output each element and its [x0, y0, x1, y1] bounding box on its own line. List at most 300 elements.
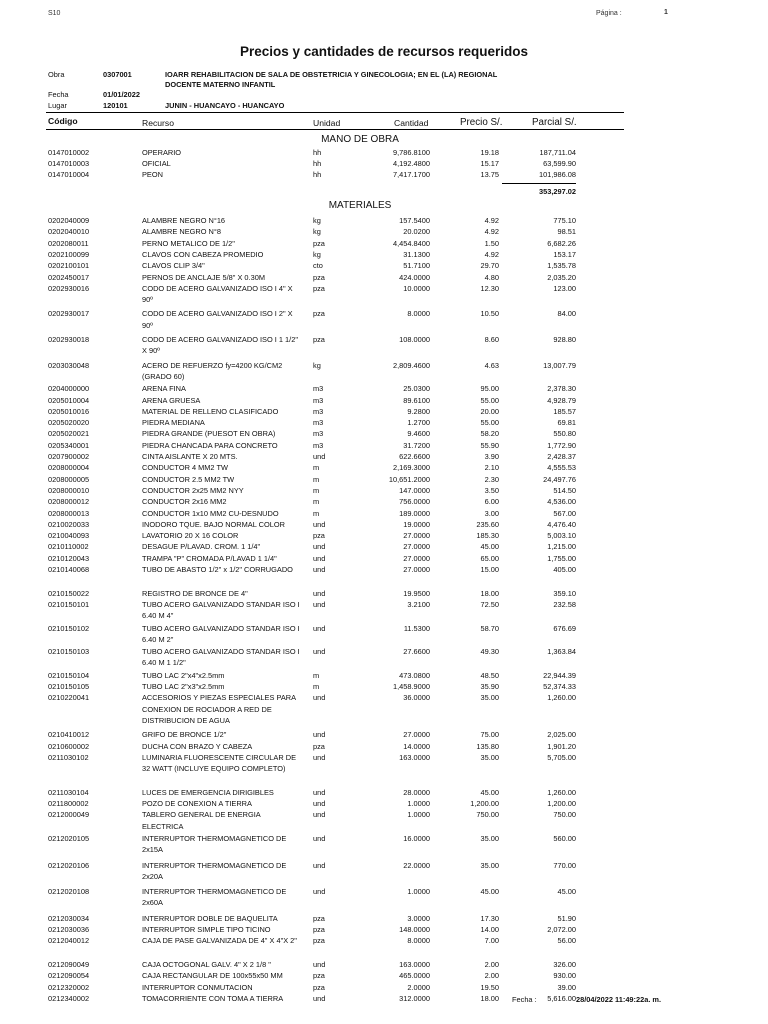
- resource-partial: 1,215.00: [547, 542, 576, 552]
- resource-name: CLAVOS CLIP 3/4": [142, 261, 205, 271]
- resource-quantity: 1.0000: [407, 799, 430, 808]
- resource-partial: 232.58: [553, 599, 576, 609]
- resource-price: 19.50: [480, 982, 499, 992]
- resource-unit: m3: [313, 418, 324, 428]
- resource-partial: 1,260.00: [547, 787, 576, 797]
- resource-unit: und: [313, 730, 326, 740]
- resource-unit: und: [313, 860, 326, 870]
- resource-unit: und: [313, 647, 326, 657]
- resource-price: 4.92: [484, 249, 499, 259]
- resource-partial: 153.17: [553, 249, 576, 259]
- resource-partial: 69.81: [557, 418, 576, 428]
- column-header-codigo: Código: [48, 116, 78, 126]
- resource-code: 0147010002: [48, 147, 90, 157]
- resource-name: INTERRUPTOR DOBLE DE BAQUELITA: [142, 913, 278, 923]
- resource-unit: und: [313, 565, 326, 574]
- resource-name: MATERIAL DE RELLENO CLASIFICADO: [142, 406, 279, 416]
- resource-quantity: 9,786.8100: [393, 147, 430, 157]
- resource-quantity: 27.0000: [403, 531, 430, 541]
- resource-name: PIEDRA CHANCADA PARA CONCRETO: [142, 440, 278, 450]
- resource-code: 0212020108: [48, 887, 90, 897]
- resource-unit: und: [313, 553, 326, 563]
- resource-partial: 550.80: [553, 429, 576, 439]
- resource-code: 0202930017: [48, 309, 90, 319]
- obra-name-line-2: DOCENTE MATERNO INFANTIL: [165, 80, 276, 89]
- resource-name: CONDUCTOR 2x25 MM2 NYY: [142, 485, 244, 495]
- resource-price: 4.80: [484, 272, 499, 282]
- obra-label: Obra: [48, 70, 65, 79]
- resource-unit: pza: [313, 913, 325, 923]
- resource-price: 65.00: [480, 553, 499, 563]
- resource-code: 0210150103: [48, 647, 90, 657]
- resource-partial: 676.69: [553, 623, 576, 633]
- resource-name: CLAVOS CON CABEZA PROMEDIO: [142, 249, 264, 259]
- resource-code: 0210600002: [48, 741, 90, 751]
- resource-partial: 4,555.53: [547, 463, 576, 473]
- resource-name: LAVATORIO 20 X 16 COLOR: [142, 531, 239, 541]
- resource-code: 0210020033: [48, 519, 90, 529]
- resource-code: 0205020020: [48, 418, 90, 428]
- resource-price: 1,200.00: [470, 799, 499, 808]
- fecha-label: Fecha: [48, 90, 69, 99]
- resource-quantity: 8.0000: [407, 936, 430, 946]
- resource-name: TUBO ACERO GALVANIZADO STANDAR ISO I 6.40 M 2": [142, 623, 300, 644]
- resource-price: 48.50: [480, 670, 499, 680]
- resource-quantity: 1.2700: [407, 418, 430, 428]
- resource-quantity: 1.0000: [407, 810, 430, 820]
- resource-price: 49.30: [480, 647, 499, 657]
- resource-price: 45.00: [480, 887, 499, 897]
- resource-price: 58.70: [480, 623, 499, 633]
- resource-partial: 775.10: [553, 216, 576, 225]
- resource-partial: 45.00: [557, 887, 576, 897]
- resource-code: 0212090049: [48, 959, 90, 969]
- resource-unit: und: [313, 542, 326, 552]
- page-title: Precios y cantidades de recursos requeridos: [239, 44, 529, 59]
- resource-price: 10.50: [480, 309, 499, 319]
- resource-code: 0212020105: [48, 833, 90, 843]
- resource-quantity: 9.4600: [407, 429, 430, 439]
- resource-quantity: 89.6100: [403, 395, 430, 405]
- resource-partial: 98.51: [557, 227, 576, 237]
- resource-partial: 567.00: [553, 508, 576, 518]
- resource-price: 17.30: [480, 913, 499, 923]
- resource-quantity: 27.0000: [403, 553, 430, 563]
- resource-price: 35.00: [480, 693, 499, 703]
- resource-unit: und: [313, 810, 326, 820]
- resource-name: TUBO DE ABASTO 1/2" x 1/2" CORRUGADO: [142, 565, 293, 574]
- resource-name: CONDUCTOR 1x10 MM2 CU-DESNUDO: [142, 508, 279, 518]
- resource-price: 14.00: [480, 925, 499, 934]
- resource-name: ACCESORIOS Y PIEZAS ESPECIALES PARA CONEXION DE ROCIADOR A RED DE DISTRIBUCION DE AGUA: [142, 693, 296, 725]
- resource-code: 0212030034: [48, 913, 90, 923]
- resource-quantity: 108.0000: [399, 335, 430, 344]
- resource-price: 13.75: [480, 170, 499, 180]
- column-header-precio: Precio S/.: [460, 117, 503, 128]
- resource-quantity: 7,417.1700: [393, 170, 430, 180]
- resource-unit: und: [313, 588, 326, 598]
- resource-unit: und: [313, 887, 326, 897]
- footer-fecha-label: Fecha :: [512, 995, 537, 1004]
- resource-price: 6.00: [484, 497, 499, 507]
- resource-partial: 22,944.39: [543, 670, 576, 680]
- resource-price: 3.50: [484, 485, 499, 495]
- resource-partial: 930.00: [553, 971, 576, 981]
- resource-partial: 51.90: [557, 913, 576, 923]
- resource-name: CODO DE ACERO GALVANIZADO ISO I 2" X 90º: [142, 309, 293, 330]
- resource-unit: m3: [313, 395, 324, 405]
- lugar-code: 120101: [103, 101, 128, 110]
- resource-code: 0212040012: [48, 936, 90, 946]
- resource-name: INTERRUPTOR CONMUTACION: [142, 982, 253, 992]
- resource-price: 235.60: [476, 519, 499, 529]
- resource-quantity: 19.9500: [403, 588, 430, 598]
- column-header-cantidad: Cantidad: [394, 118, 429, 128]
- resource-partial: 1,363.84: [547, 647, 576, 657]
- resource-price: 12.30: [480, 283, 499, 293]
- resource-unit: m: [313, 474, 320, 484]
- resource-quantity: 16.0000: [403, 833, 430, 843]
- resource-unit: und: [313, 799, 326, 808]
- resource-quantity: 3.2100: [407, 599, 430, 609]
- resource-partial: 4,476.40: [547, 519, 576, 529]
- resource-name: DUCHA CON BRAZO Y CABEZA: [142, 741, 253, 751]
- resource-quantity: 473.0800: [399, 670, 430, 680]
- resource-unit: m: [313, 497, 320, 507]
- resource-code: 0210150101: [48, 599, 90, 609]
- resource-code: 0212340002: [48, 993, 90, 1003]
- resource-code: 0210150104: [48, 670, 90, 680]
- resource-price: 4.63: [484, 360, 499, 370]
- resource-name: PERNOS DE ANCLAJE 5/8" X 0.30M: [142, 272, 265, 282]
- resource-code: 0212000049: [48, 810, 90, 820]
- resource-code: 0208000012: [48, 497, 90, 507]
- resource-quantity: 19.0000: [403, 519, 430, 529]
- resource-unit: pza: [313, 971, 325, 981]
- resource-price: 35.00: [480, 833, 499, 843]
- resource-name: CINTA AISLANTE X 20 MTS.: [142, 452, 238, 461]
- resource-name: POZO DE CONEXION A TIERRA: [142, 799, 252, 808]
- resource-quantity: 4,454.8400: [393, 238, 430, 248]
- resource-code: 0210150102: [48, 623, 90, 633]
- obra-code: 0307001: [103, 70, 132, 79]
- resource-code: 0202100099: [48, 249, 90, 259]
- resource-quantity: 10,651.2000: [388, 474, 430, 484]
- resource-price: 45.00: [480, 787, 499, 797]
- resource-price: 75.00: [480, 730, 499, 740]
- resource-quantity: 312.0000: [399, 993, 430, 1003]
- resource-code: 0212320002: [48, 982, 90, 992]
- resource-quantity: 3.0000: [407, 913, 430, 923]
- resource-code: 0202100101: [48, 261, 90, 271]
- resource-name: INTERRUPTOR SIMPLE TIPO TICINO: [142, 925, 271, 934]
- resource-partial: 185.57: [553, 406, 576, 416]
- resource-quantity: 163.0000: [399, 959, 430, 969]
- resource-unit: und: [313, 452, 326, 461]
- resource-price: 72.50: [480, 599, 499, 609]
- resource-quantity: 157.5400: [399, 216, 430, 225]
- resource-code: 0208000005: [48, 474, 90, 484]
- resource-unit: pza: [313, 531, 325, 541]
- mano-de-obra-total: 353,297.02: [539, 187, 576, 196]
- resource-partial: 5,003.10: [547, 531, 576, 541]
- resource-unit: und: [313, 787, 326, 797]
- resource-partial: 514.50: [553, 485, 576, 495]
- resource-partial: 187,711.04: [539, 147, 576, 157]
- resource-partial: 2,378.30: [547, 384, 576, 394]
- resource-code: 0210120043: [48, 553, 90, 563]
- resource-partial: 39.00: [557, 982, 576, 992]
- resource-code: 0202080011: [48, 238, 89, 248]
- resource-partial: 24,497.76: [543, 474, 576, 484]
- resource-code: 0204000000: [48, 384, 90, 394]
- resource-name: ARENA FINA: [142, 384, 186, 394]
- resource-code: 0211800002: [48, 799, 89, 808]
- resource-name: PERNO METALICO DE 1/2": [142, 238, 235, 248]
- resource-code: 0211030102: [48, 752, 89, 762]
- resource-name: INTERRUPTOR THERMOMAGNETICO DE 2x20A: [142, 860, 287, 881]
- resource-partial: 2,035.20: [547, 272, 576, 282]
- resource-name: PIEDRA GRANDE (PUESOT EN OBRA): [142, 429, 276, 439]
- resource-name: REGISTRO DE BRONCE DE 4": [142, 588, 248, 598]
- fecha-value: 01/01/2022: [103, 90, 140, 99]
- resource-quantity: 27.6600: [403, 647, 430, 657]
- resource-price: 58.20: [480, 429, 499, 439]
- header-top-rule: [46, 112, 624, 113]
- resource-unit: pza: [313, 936, 325, 946]
- resource-unit: kg: [313, 227, 321, 237]
- resource-partial: 2,072.00: [547, 925, 576, 934]
- resource-code: 0210140068: [48, 565, 90, 574]
- resource-price: 29.70: [480, 261, 499, 271]
- resource-unit: pza: [313, 982, 325, 992]
- resource-code: 0147010004: [48, 170, 90, 180]
- resource-quantity: 1.0000: [407, 887, 430, 897]
- resource-quantity: 27.0000: [403, 565, 430, 574]
- resource-quantity: 8.0000: [407, 309, 430, 319]
- resource-code: 0210150105: [48, 682, 90, 691]
- resource-name: TABLERO GENERAL DE ENERGIA ELECTRICA: [142, 810, 261, 831]
- obra-name-line-1: IOARR REHABILITACION DE SALA DE OBSTETRICIA Y GINECOLOGIA; EN EL (LA) REGIONAL: [165, 70, 498, 79]
- resource-partial: 2,025.00: [547, 730, 576, 740]
- resource-quantity: 2,169.3000: [393, 463, 430, 473]
- resource-quantity: 465.0000: [399, 971, 430, 981]
- resource-unit: und: [313, 993, 326, 1003]
- resource-partial: 1,200.00: [547, 799, 576, 808]
- resource-quantity: 36.0000: [403, 693, 430, 703]
- resource-price: 18.00: [480, 588, 499, 598]
- resource-partial: 750.00: [553, 810, 576, 820]
- resource-price: 15.00: [480, 565, 499, 574]
- resource-quantity: 27.0000: [403, 542, 430, 552]
- resource-partial: 52,374.33: [543, 682, 576, 691]
- resource-unit: kg: [313, 249, 321, 259]
- resource-price: 45.00: [480, 542, 499, 552]
- resource-quantity: 31.7200: [403, 440, 430, 450]
- resource-code: 0212090054: [48, 971, 90, 981]
- resource-code: 0210110002: [48, 542, 89, 552]
- resource-code: 0208000010: [48, 485, 90, 495]
- page-label: Página :: [596, 10, 622, 17]
- resource-name: OPERARIO: [142, 147, 182, 157]
- resource-price: 20.00: [480, 406, 499, 416]
- resource-name: LUCES DE EMERGENCIA DIRIGIBLES: [142, 787, 274, 797]
- resource-price: 35.00: [480, 752, 499, 762]
- resource-partial: 928.80: [553, 335, 576, 344]
- column-header-unidad: Unidad: [313, 118, 341, 128]
- resource-unit: hh: [313, 147, 322, 157]
- resource-quantity: 22.0000: [403, 860, 430, 870]
- resource-unit: und: [313, 833, 326, 843]
- resource-name: CONDUCTOR 2x16 MM2: [142, 497, 227, 507]
- resource-quantity: 31.1300: [403, 249, 430, 259]
- resource-quantity: 28.0000: [403, 787, 430, 797]
- resource-code: 0202040010: [48, 227, 90, 237]
- resource-code: 0212030036: [48, 925, 90, 934]
- resource-quantity: 148.0000: [399, 925, 430, 934]
- resource-code: 0205010016: [48, 406, 90, 416]
- resource-unit: kg: [313, 360, 321, 370]
- resource-code: 0202040009: [48, 216, 90, 225]
- resource-partial: 4,928.79: [547, 395, 576, 405]
- lugar-name: JUNIN - HUANCAYO - HUANCAYO: [165, 101, 285, 110]
- resource-partial: 6,682.26: [547, 238, 576, 248]
- resource-partial: 359.10: [553, 588, 576, 598]
- column-header-recurso: Recurso: [142, 118, 174, 128]
- resource-price: 1.50: [484, 238, 499, 248]
- resource-quantity: 27.0000: [403, 730, 430, 740]
- resource-unit: m: [313, 670, 320, 680]
- resource-name: TUBO ACERO GALVANIZADO STANDAR ISO I 6.40 M 1 1/2": [142, 647, 300, 668]
- resource-unit: pza: [313, 272, 325, 282]
- resource-code: 0202930018: [48, 335, 90, 344]
- resource-price: 2.10: [484, 463, 499, 473]
- resource-price: 2.00: [484, 971, 499, 981]
- resource-unit: cto: [313, 261, 323, 271]
- resource-unit: hh: [313, 158, 322, 168]
- resource-partial: 123.00: [553, 283, 576, 293]
- resource-price: 135.80: [476, 741, 499, 751]
- resource-code: 0212020106: [48, 860, 90, 870]
- resource-partial: 560.00: [553, 833, 576, 843]
- resource-unit: m: [313, 485, 320, 495]
- report-code: S10: [48, 10, 61, 17]
- resource-price: 18.00: [480, 993, 499, 1003]
- resource-name: CONDUCTOR 2.5 MM2 TW: [142, 474, 235, 484]
- resource-quantity: 14.0000: [403, 741, 430, 751]
- resource-name: INODORO TQUE. BAJO NORMAL COLOR: [142, 519, 285, 529]
- resource-unit: und: [313, 693, 326, 703]
- resource-unit: m: [313, 682, 320, 691]
- resource-quantity: 25.0300: [403, 384, 430, 394]
- resource-price: 7.00: [484, 936, 499, 946]
- resource-price: 4.92: [484, 216, 499, 225]
- resource-code: 0203030048: [48, 360, 90, 370]
- page-number: 1: [664, 9, 668, 16]
- resource-quantity: 189.0000: [399, 508, 430, 518]
- resource-partial: 1,901.20: [547, 741, 576, 751]
- resource-code: 0205010004: [48, 395, 90, 405]
- resource-partial: 13,007.79: [543, 360, 576, 370]
- header-bottom-rule: [46, 129, 624, 130]
- resource-partial: 1,755.00: [547, 553, 576, 563]
- resource-partial: 1,260.00: [547, 693, 576, 703]
- section-title-mano-de-obra: MANO DE OBRA: [321, 134, 399, 145]
- resource-price: 55.00: [480, 418, 499, 428]
- resource-unit: m: [313, 508, 320, 518]
- resource-name: TUBO LAC 2"x3"x2.5mm: [142, 682, 225, 691]
- resource-code: 0210040093: [48, 531, 90, 541]
- resource-partial: 2,428.37: [547, 452, 576, 461]
- resource-quantity: 2.0000: [407, 982, 430, 992]
- resource-name: TRAMPA "P" CROMADA P/LAVAD 1 1/4": [142, 553, 277, 563]
- resource-quantity: 4,192.4800: [393, 158, 430, 168]
- resource-name: INTERRUPTOR THERMOMAGNETICO DE 2x60A: [142, 887, 287, 908]
- resource-partial: 405.00: [553, 565, 576, 574]
- resource-name: OFICIAL: [142, 158, 171, 168]
- resource-unit: pza: [313, 925, 325, 934]
- resource-price: 185.30: [476, 531, 499, 541]
- resource-quantity: 163.0000: [399, 752, 430, 762]
- resource-quantity: 2,809.4600: [393, 360, 430, 370]
- resource-partial: 4,536.00: [547, 497, 576, 507]
- resource-name: ALAMBRE NEGRO N°16: [142, 216, 226, 225]
- resource-name: LUMINARIA FLUORESCENTE CIRCULAR DE 32 WATT (INCLUYE EQUIPO COMPLETO): [142, 752, 296, 774]
- resource-code: 0207900002: [48, 452, 90, 461]
- resource-unit: und: [313, 519, 326, 529]
- resource-price: 3.90: [484, 452, 499, 461]
- resource-quantity: 20.0200: [403, 227, 430, 237]
- resource-unit: pza: [313, 283, 325, 293]
- resource-partial: 326.00: [553, 959, 576, 969]
- resource-name: CAJA RECTANGULAR DE 100x55x50 MM: [142, 971, 283, 981]
- resource-name: CAJA DE PASE GALVANIZADA DE 4" X 4"X 2": [142, 936, 297, 946]
- resource-code: 0208000004: [48, 463, 90, 473]
- resource-price: 4.92: [484, 227, 499, 237]
- resource-price: 19.18: [480, 147, 499, 157]
- resource-unit: m3: [313, 406, 324, 416]
- resource-unit: kg: [313, 216, 321, 225]
- resource-code: 0147010003: [48, 158, 90, 168]
- resource-code: 0210220041: [48, 693, 90, 703]
- footer-fecha-value: 28/04/2022 11:49:22a. m.: [576, 995, 662, 1004]
- resource-code: 0205020021: [48, 429, 90, 439]
- resource-unit: pza: [313, 238, 325, 248]
- section-title-materiales: MATERIALES: [328, 200, 392, 211]
- resource-name: ACERO DE REFUERZO fy=4200 KG/CM2 (GRADO 60): [142, 360, 283, 381]
- resource-name: PIEDRA MEDIANA: [142, 418, 205, 428]
- resource-partial: 84.00: [557, 309, 576, 319]
- resource-partial: 5,705.00: [547, 752, 576, 762]
- resource-price: 2.00: [484, 959, 499, 969]
- resource-name: CAJA OCTOGONAL GALV. 4" X 2 1/8 ": [142, 959, 271, 969]
- resource-unit: und: [313, 623, 326, 633]
- resource-code: 0208000013: [48, 508, 90, 518]
- resource-name: CODO DE ACERO GALVANIZADO ISO I 1 1/2" X 90º: [142, 335, 298, 356]
- mano-de-obra-subtotal-rule: [502, 183, 576, 184]
- resource-name: INTERRUPTOR THERMOMAGNETICO DE 2x15A: [142, 833, 287, 855]
- resource-price: 8.60: [484, 335, 499, 344]
- resource-price: 35.90: [480, 682, 499, 691]
- resource-name: ARENA GRUESA: [142, 395, 201, 405]
- resource-unit: und: [313, 599, 326, 609]
- resource-price: 3.00: [484, 508, 499, 518]
- resource-unit: pza: [313, 309, 325, 319]
- resource-quantity: 424.0000: [399, 272, 430, 282]
- resource-unit: und: [313, 752, 326, 762]
- resource-partial: 101,986.08: [539, 170, 576, 180]
- resource-partial: 1,772.90: [547, 440, 576, 450]
